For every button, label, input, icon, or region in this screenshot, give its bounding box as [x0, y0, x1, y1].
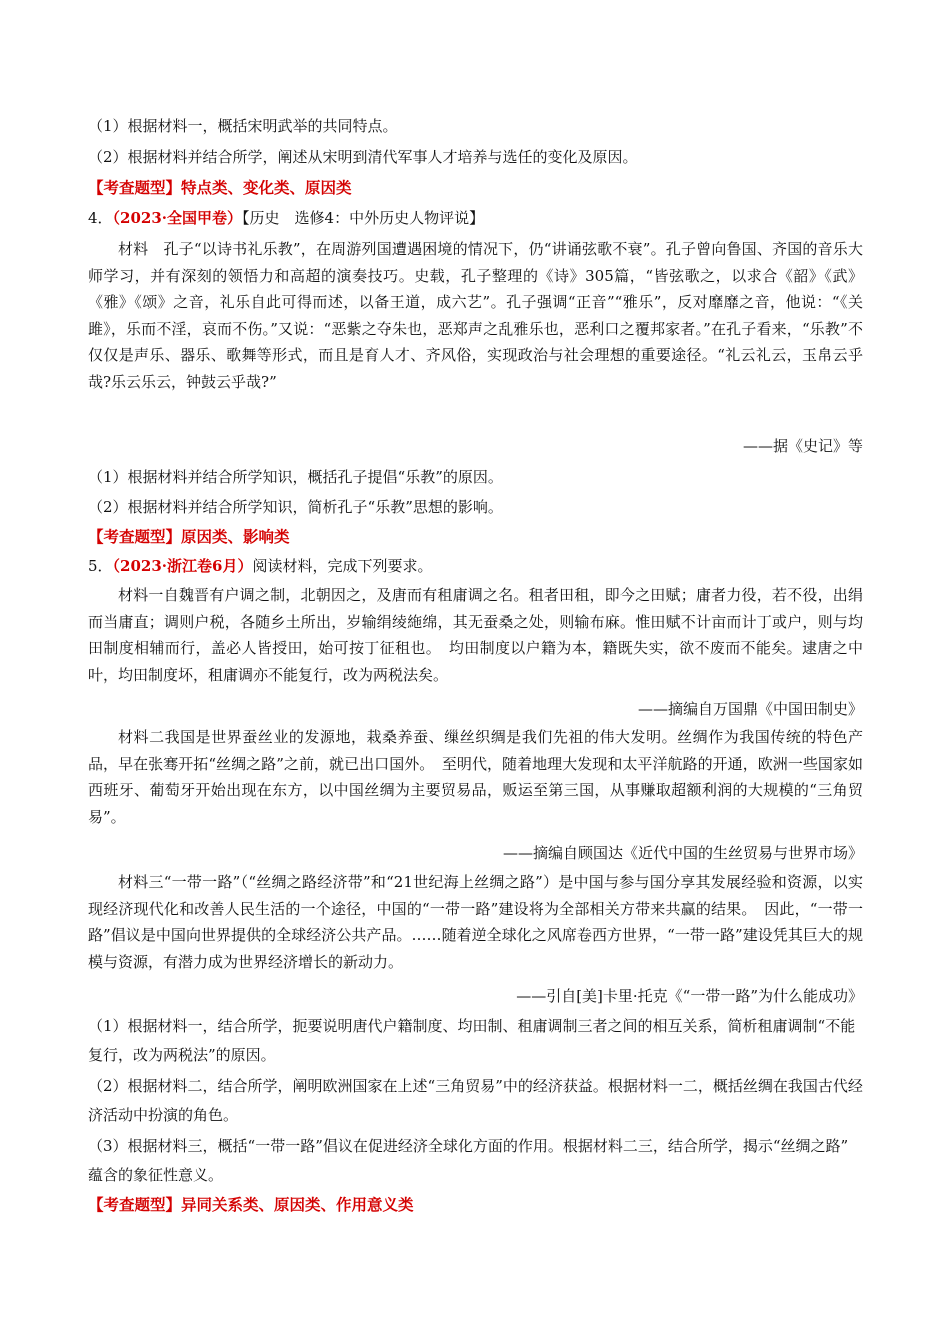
question-5-1: （1）根据材料一，结合所学，扼要说明唐代户籍制度、均田制、租庸调制三者之间的相互关系，简析租庸调制“不能复行，改为两税法”的原因。	[88, 1017, 856, 1064]
question-3-2: （2）根据材料并结合所学，阐述从宋明到清代军事人才培养与选任的变化及原因。	[88, 148, 638, 166]
question-3-1: （1）根据材料一，概括宋明武举的共同特点。	[88, 117, 398, 135]
material-text: 材料二我国是世界蚕丝业的发源地，栽桑养蚕、缫丝织绸是我们先祖的伟大发明。丝绸作为我国传统的特色产品，早在张骞开拓“丝绸之路”之前，就已出口国外。 至明代，随着地理大发现和太平洋航路的开通，欧洲一些国家如西班牙、葡萄牙开始出现在东方，以中国丝绸为主要贸易品，贩运至第三国，从事赚取超额利润的大规模的“三角贸易”。	[88, 728, 863, 826]
question-4-heading	[88, 203, 863, 234]
instruction-text: 阅读材料，完成下列要求。	[252, 557, 433, 575]
material-2	[88, 724, 863, 830]
material-3	[88, 869, 863, 975]
question-number: 4．	[88, 209, 113, 227]
question-5-2: （2）根据材料二，结合所学，阐明欧洲国家在上述“三角贸易”中的经济获益。根据材料一二，概括丝绸在我国古代经济活动中扮演的角色。	[88, 1077, 863, 1124]
material-1	[88, 582, 863, 688]
material-1-citation: ——摘编自万国鼎《中国田制史》	[637, 700, 863, 718]
exam-source: （2023·浙江卷6月）	[112, 557, 253, 575]
question-type-tag-5: 【考查题型】异同关系类、原因类、作用意义类	[88, 1195, 414, 1214]
material-3-citation: ——引自[美]卡里·托克《“一带一路”为什么能成功》	[516, 987, 863, 1005]
question-4-1: （1）根据材料并结合所学知识，概括孔子提倡“乐教”的原因。	[88, 468, 503, 486]
module-label: 【历史 选修4：中外历史人物评说】	[242, 209, 485, 227]
material-citation: ——据《史记》等	[742, 437, 863, 455]
question-number: 5．	[88, 557, 113, 575]
material-2-citation: ——摘编自顾国达《近代中国的生丝贸易与世界市场》	[502, 844, 863, 862]
question-5-heading	[88, 551, 863, 582]
question-5-3: （3）根据材料三，概括“一带一路”倡议在促进经济全球化方面的作用。根据材料二三，结合所学，揭示“丝绸之路” 蕴含的象征性意义。	[88, 1137, 849, 1184]
question-4-2: （2）根据材料并结合所学知识，简析孔子“乐教”思想的影响。	[88, 498, 503, 516]
exam-source: （2023·全国甲卷）	[112, 209, 243, 227]
question-type-tag-3: 【考查题型】特点类、变化类、原因类	[88, 178, 352, 197]
material-text: 材料三“一带一路”（“丝绸之路经济带”和“21世纪海上丝绸之路”）是中国与参与国分享其发展经验和资源，以实现经济现代化和改善人民生活的一个途径，中国的“一带一路”建设将为全部相关方带来共赢的结果。 因此，“一带一路”倡议是中国向世界提供的全球经济公共产品。……随着逆全球化之风席卷西方世界，“一带一路”建设凭其巨大的规模与资源，有潜力成为世界经济增长的新动力。	[88, 873, 863, 971]
question-4-material	[88, 236, 863, 396]
material-text: 材料 孔子“以诗书礼乐教”，在周游列国遭遇困境的情况下，仍“讲诵弦歌不衰”。孔子曾向鲁国、齐国的音乐大师学习，并有深刻的领悟力和高超的演奏技巧。史载，孔子整理的《诗》305篇，“皆弦歌之，以求合《韶》《武》《雅》《颂》之音，礼乐自此可得而述，以备王道，成六艺”。孔子强调“正音”“雅乐”，反对靡靡之音，他说：“《关雎》，乐而不淫，哀而不伤。”又说：“恶紫之夺朱也，恶郑声之乱雅乐也，恶利口之覆邦家者。”在孔子看来，“乐教”不仅仅是声乐、器乐、歌舞等形式，而且是育人才、齐风俗，实现政治与社会理想的重要途径。“礼云礼云，玉帛云乎哉?乐云乐云，钟鼓云乎哉?”	[88, 240, 863, 391]
material-text: 材料一自魏晋有户调之制，北朝因之，及唐而有租庸调之名。租者田租，即今之田赋；庸者力役，若不役，出绢而当庸直；调则户税，各随乡土所出，岁输绢绫絁绵，其无蚕桑之处，则输布麻。惟田赋不计亩而计丁或户，则与均田制度相辅而行，盖必人皆授田，始可按丁征租也。 均田制度以户籍为本，籍既失实，欲不废而不能矣。逮唐之中叶，均田制度坏，租庸调亦不能复行，改为两税法矣。	[88, 586, 863, 684]
question-type-tag-4: 【考查题型】原因类、影响类	[88, 527, 290, 546]
